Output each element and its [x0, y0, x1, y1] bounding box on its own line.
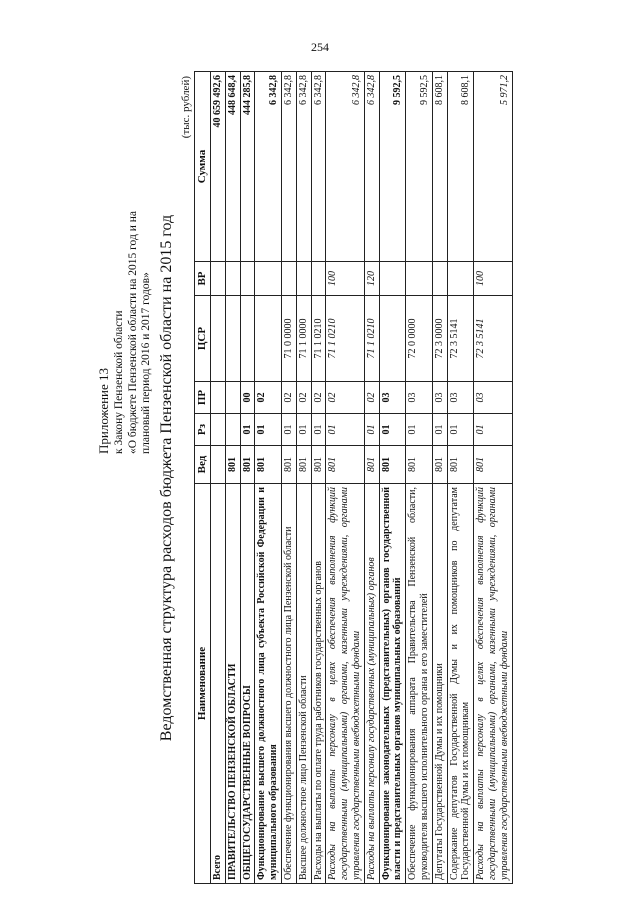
cell-pr: 02: [326, 382, 364, 414]
appendix-line: «О бюджете Пензенской области на 2015 год и на: [126, 211, 139, 454]
cell-sum: 6 342,8: [326, 72, 364, 262]
cell-rz: 01: [296, 414, 311, 446]
cell-rz: 01: [311, 414, 326, 446]
header-rz: Рз: [195, 414, 211, 446]
cell-pr: 02: [255, 382, 282, 414]
cell-vr: [379, 262, 406, 296]
cell-rz: 01: [281, 414, 296, 446]
cell-name: Высшее должностное лицо Пензенской области: [296, 484, 311, 884]
budget-table: [194, 71, 513, 884]
cell-csr: [210, 296, 225, 382]
header-vr: ВР: [195, 262, 211, 296]
cell-csr: 71 1 0210: [311, 296, 326, 382]
unit-note: (тыс. рублей): [180, 76, 192, 139]
appendix-line: к Закону Пензенской области: [113, 310, 126, 454]
cell-pr: 02: [364, 382, 379, 414]
cell-csr: [225, 296, 240, 382]
cell-ved: 801: [406, 446, 433, 484]
appendix-line: плановый период 2016 и 2017 годов»: [140, 272, 153, 454]
cell-csr: 72 3 0000: [432, 296, 447, 382]
cell-pr: 03: [432, 382, 447, 414]
cell-vr: [432, 262, 447, 296]
cell-pr: 03: [406, 382, 433, 414]
rotated-page-content: [96, 72, 544, 884]
cell-pr: 02: [281, 382, 296, 414]
cell-sum: 5 971,2: [474, 72, 512, 262]
cell-name: Обеспечение функционирования высшего должностного лица Пензенской области: [281, 484, 296, 884]
cell-rz: 01: [432, 414, 447, 446]
cell-ved: 801: [240, 446, 255, 484]
cell-sum: 6 342,8: [364, 72, 379, 262]
cell-sum: 40 659 492,6: [210, 72, 225, 262]
header-name: Наименование: [195, 484, 211, 884]
table-row: [364, 72, 379, 884]
cell-vr: [447, 262, 474, 296]
cell-csr: 72 3 5141: [447, 296, 474, 382]
cell-name: Расходы на выплаты по оплате труда работников государственных органов: [311, 484, 326, 884]
cell-rz: 01: [240, 414, 255, 446]
cell-csr: [240, 296, 255, 382]
cell-vr: [406, 262, 433, 296]
table-row: [432, 72, 447, 884]
header-ved: Вед: [195, 446, 211, 484]
cell-sum: 8 608,1: [432, 72, 447, 262]
cell-name: Депутаты Государственной Думы и их помощники: [432, 484, 447, 884]
cell-name: Расходы на выплаты персоналу в целях обеспечения выполнения функций государственными (муниципальными) органами, казенными учреждениями, органами управления государственными внебюджетными фондами: [326, 484, 364, 884]
table-row: [379, 72, 406, 884]
document-title: Ведомственная структура расходов бюджета Пензенской области на 2015 год: [158, 214, 175, 742]
cell-pr: 02: [311, 382, 326, 414]
table-header-row: [195, 72, 211, 884]
cell-pr: 00: [240, 382, 255, 414]
cell-name: Обеспечение функционирования аппарата Правительства Пензенской области, руководителя высшего исполнительного органа и его заместителей: [406, 484, 433, 884]
cell-sum: 6 342,8: [255, 72, 282, 262]
cell-rz: 01: [474, 414, 512, 446]
table-row: [311, 72, 326, 884]
cell-csr: 71 1 0210: [364, 296, 379, 382]
cell-csr: 72 0 0000: [406, 296, 433, 382]
cell-ved: 801: [225, 446, 240, 484]
cell-ved: 801: [281, 446, 296, 484]
appendix-title: Приложение 13: [96, 367, 111, 454]
cell-csr: [379, 296, 406, 382]
cell-pr: 02: [296, 382, 311, 414]
cell-sum: 9 592,5: [379, 72, 406, 262]
cell-vr: [281, 262, 296, 296]
cell-sum: 6 342,8: [296, 72, 311, 262]
header-pr: ПР: [195, 382, 211, 414]
cell-name: Содержание депутатов Государственной Думы и их помощников по депутатам Государственной Думы и их помощникам: [447, 484, 474, 884]
table-row: [474, 72, 512, 884]
table-row: [225, 72, 240, 884]
cell-pr: 03: [447, 382, 474, 414]
cell-vr: [311, 262, 326, 296]
cell-csr: 72 3 5141: [474, 296, 512, 382]
table-row: [326, 72, 364, 884]
cell-rz: 01: [326, 414, 364, 446]
cell-ved: 801: [379, 446, 406, 484]
cell-ved: 801: [255, 446, 282, 484]
cell-csr: 71 1 0000: [296, 296, 311, 382]
cell-vr: 100: [326, 262, 364, 296]
cell-rz: 01: [379, 414, 406, 446]
table-row: [281, 72, 296, 884]
table-row: [240, 72, 255, 884]
cell-sum: 9 592,5: [406, 72, 433, 262]
cell-name: Функционирование высшего должностного лица субъекта Российской Федерации и муниципального образования: [255, 484, 282, 884]
cell-rz: 01: [447, 414, 474, 446]
table-body: [210, 72, 512, 884]
cell-name: Функционирование законодательных (представительных) органов государственной власти и представительных органов муниципальных образований: [379, 484, 406, 884]
cell-rz: 01: [364, 414, 379, 446]
table-row: [296, 72, 311, 884]
cell-pr: 03: [379, 382, 406, 414]
cell-rz: [210, 414, 225, 446]
cell-ved: 801: [296, 446, 311, 484]
cell-pr: [225, 382, 240, 414]
cell-name: Расходы на выплаты персоналу государственных (муниципальных) органов: [364, 484, 379, 884]
cell-ved: 801: [432, 446, 447, 484]
table-row: [447, 72, 474, 884]
cell-rz: 01: [255, 414, 282, 446]
table-row: [406, 72, 433, 884]
cell-ved: [210, 446, 225, 484]
cell-vr: 120: [364, 262, 379, 296]
cell-ved: 801: [311, 446, 326, 484]
cell-rz: 01: [406, 414, 433, 446]
cell-csr: 71 1 0210: [326, 296, 364, 382]
cell-vr: [210, 262, 225, 296]
cell-sum: 6 342,8: [311, 72, 326, 262]
cell-csr: [255, 296, 282, 382]
cell-ved: 801: [364, 446, 379, 484]
cell-vr: [255, 262, 282, 296]
cell-vr: [296, 262, 311, 296]
cell-name: Всего: [210, 484, 225, 884]
cell-vr: 100: [474, 262, 512, 296]
cell-ved: 801: [326, 446, 364, 484]
cell-csr: 71 0 0000: [281, 296, 296, 382]
header-csr: ЦСР: [195, 296, 211, 382]
cell-vr: [225, 262, 240, 296]
cell-vr: [240, 262, 255, 296]
header-sum: Сумма: [195, 72, 211, 262]
cell-ved: 801: [474, 446, 512, 484]
cell-pr: [210, 382, 225, 414]
cell-pr: 03: [474, 382, 512, 414]
cell-rz: [225, 414, 240, 446]
cell-ved: 801: [447, 446, 474, 484]
cell-sum: 444 285,8: [240, 72, 255, 262]
table-row: [210, 72, 225, 884]
cell-sum: 6 342,8: [281, 72, 296, 262]
appendix-block: [96, 94, 154, 454]
page-number: 254: [311, 40, 329, 54]
cell-sum: 448 648,4: [225, 72, 240, 262]
cell-name: ОБЩЕГОСУДАРСТВЕННЫЕ ВОПРОСЫ: [240, 484, 255, 884]
cell-name: ПРАВИТЕЛЬСТВО ПЕНЗЕНСКОЙ ОБЛАСТИ: [225, 484, 240, 884]
table-row: [255, 72, 282, 884]
cell-sum: 8 608,1: [447, 72, 474, 262]
cell-name: Расходы на выплаты персоналу в целях обеспечения выполнения функций государственными (муниципальными) органами, казенными учреждениями, органами управления государственными внебюджетными фондами: [474, 484, 512, 884]
